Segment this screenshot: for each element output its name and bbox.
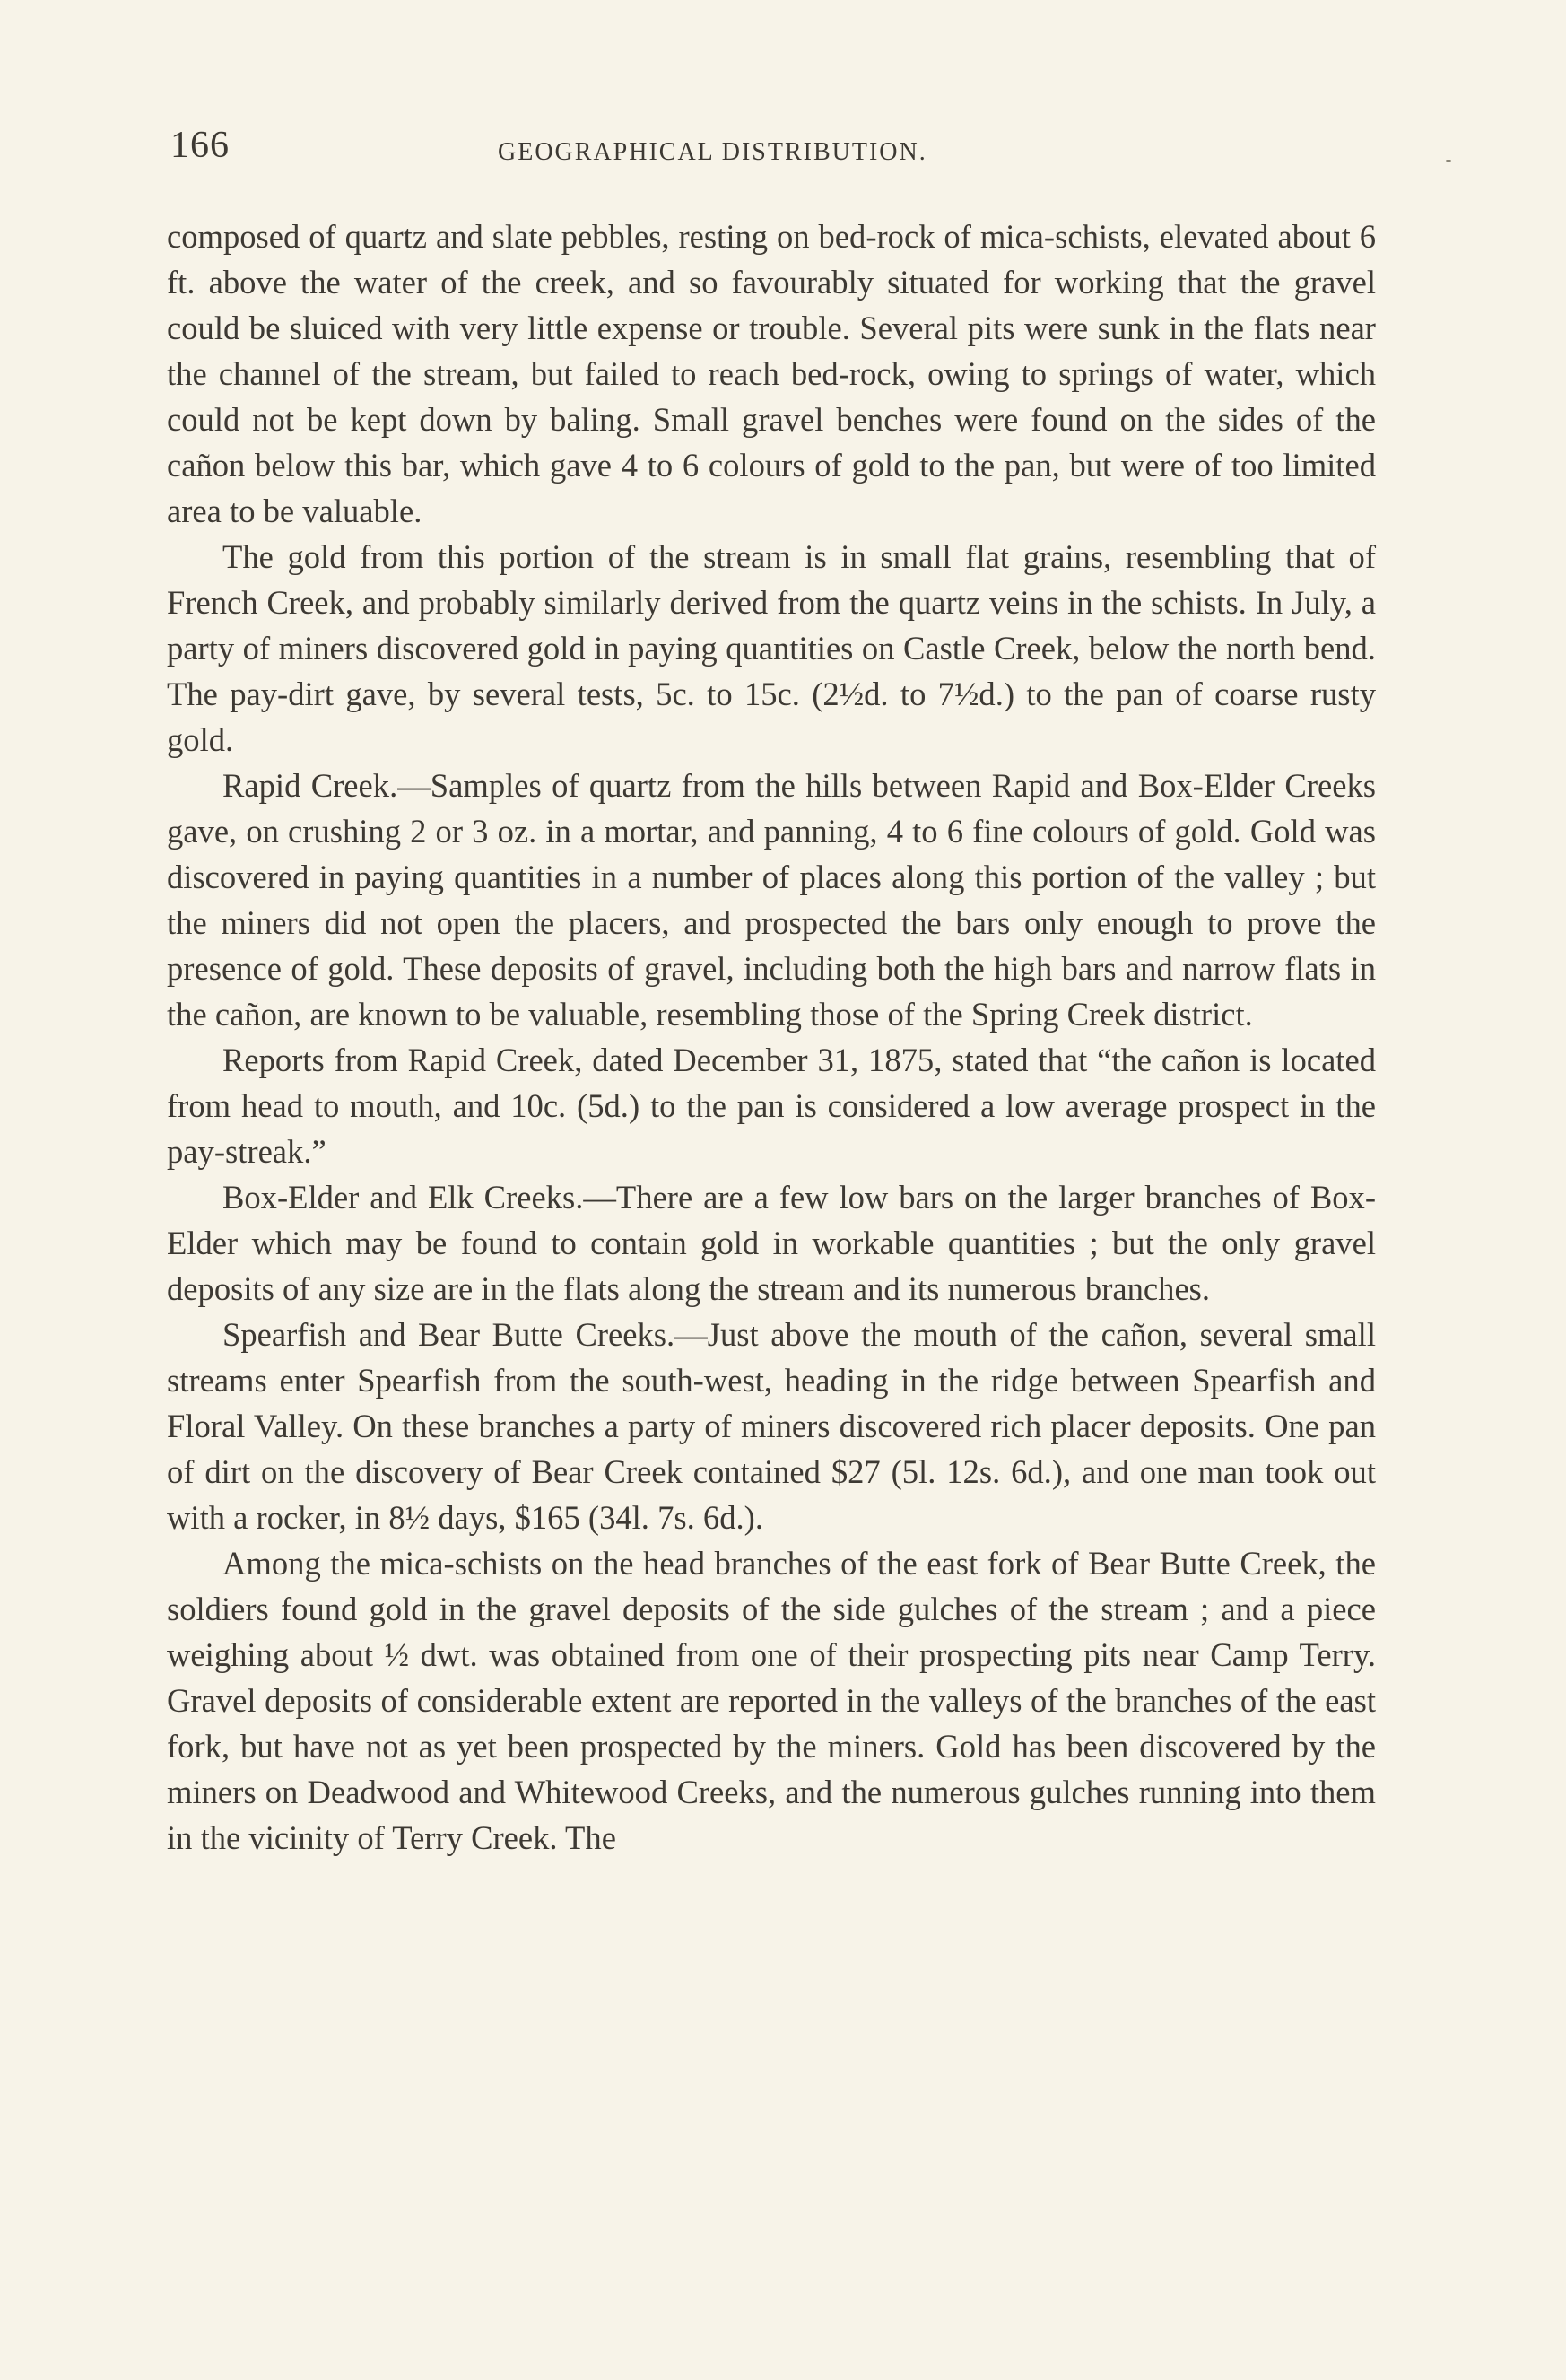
paragraph-castle-creek-gold: The gold from this portion of the stream is in small flat grains, resembling that of French Creek, and probably similarly derived from the quartz veins in the schists. In July, a party of miners discovered gold in paying quantities on Castle Creek, below the north bend. The pay-dirt gave, by several tests, 5c. to 15c. (2½d. to 7½d.) to the pan of coarse rusty gold. <box>167 538 1376 758</box>
paragraph-continued: composed of quartz and slate pebbles, resting on bed-rock of mica-schists, elevated about 6 ft. above the water of the creek, and so favourably situated for working that the gravel could be sluiced with very little expense or trouble. Several pits were sunk in the flats near the channel of the stream, but failed to reach bed-rock, owing to springs of water, which could not be kept down by baling. Small gravel benches were found on the sides of the cañon below this bar, which gave 4 to 6 colours of gold to the pan, but were of too limited area to be valuable. <box>167 218 1376 529</box>
paragraph-mica-schists: Among the mica-schists on the head branches of the east fork of Bear Butte Creek, the soldiers found gold in the gravel deposits of the side gulches of the stream ; and a piece weighing about ½ dwt. was obtained from one of their prospecting pits near Camp Terry. Gravel deposits of considerable extent are reported in the valleys of the branches of the east fork, but have not as yet been prospected by the miners. Gold has been discovered by the miners on Deadwood and Whitewood Creeks, and the numerous gulches running into them in the vicinity of Terry Creek. The <box>167 1545 1376 1856</box>
page-header <box>161 124 1417 178</box>
paragraph-spearfish-bear-butte: Spearfish and Bear Butte Creeks.—Just above the mouth of the cañon, several small streams enter Spearfish from the south-west, heading in the ridge between Spearfish and Floral Valley. On these branches a party of miners discovered rich placer deposits. One pan of dirt on the discovery of Bear Creek contained $27 (5l. 12s. 6d.), and one man took out with a rocker, in 8½ days, $165 (34l. 7s. 6d.). <box>167 1316 1376 1536</box>
running-title: GEOGRAPHICAL DISTRIBUTION. <box>498 138 927 166</box>
margin-speck <box>1446 160 1451 162</box>
paragraph-rapid-creek-reports: Reports from Rapid Creek, dated December 31, 1875, stated that “the cañon is located from head to mouth, and 10c. (5d.) to the pan is considered a low average prospect in the pay-streak.” <box>167 1042 1376 1170</box>
paragraph-rapid-creek: Rapid Creek.—Samples of quartz from the hills between Rapid and Box-Elder Creeks gave, on crushing 2 or 3 oz. in a mortar, and panning, 4 to 6 fine colours of gold. Gold was discovered in paying quantities in a number of places along this portion of the valley ; but the miners did not open the placers, and prospected the bars only enough to prove the presence of gold. These deposits of gravel, including both the high bars and narrow flats in the cañon, are known to be valuable, resembling those of the Spring Creek district. <box>167 767 1376 1033</box>
body-text <box>167 214 1376 1861</box>
page-number: 166 <box>170 125 230 166</box>
paragraph-box-elder-elk: Box-Elder and Elk Creeks.—There are a few low bars on the larger branches of Box-Elder which may be found to contain gold in workable quantities ; but the only gravel deposits of any size are in the flats along the stream and its numerous branches. <box>167 1179 1376 1307</box>
